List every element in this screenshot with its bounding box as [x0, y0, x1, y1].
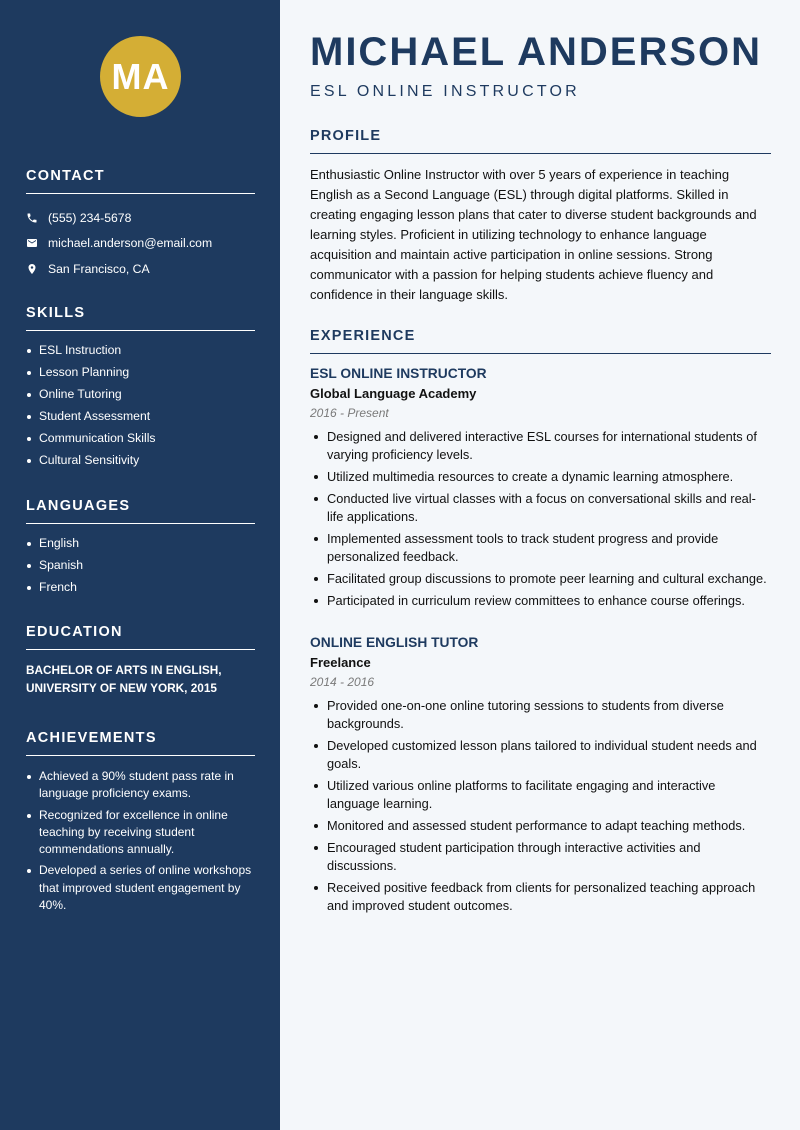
job-bullet: Facilitated group discussions to promote peer learning and cultural exchange. [310, 570, 771, 588]
skill-item: Student Assessment [26, 408, 255, 425]
job-entry [310, 366, 771, 614]
contact-list [26, 205, 255, 282]
contact-phone [26, 205, 255, 231]
job-bullet: Implemented assessment tools to track student progress and provide personalized feedback. [310, 530, 771, 566]
job-bullets [310, 697, 771, 915]
achievements-section [26, 730, 255, 918]
sidebar [0, 0, 280, 1130]
phone-icon [26, 212, 48, 224]
achievement-item: Developed a series of online workshops that improved student engagement by 40%. [26, 862, 255, 914]
skills-heading: SKILLS [26, 305, 255, 331]
avatar: MA [100, 36, 181, 117]
achievement-item: Achieved a 90% student pass rate in language proficiency exams. [26, 768, 255, 803]
experience-heading: EXPERIENCE [310, 328, 771, 354]
skill-item: Communication Skills [26, 430, 255, 447]
language-item: French [26, 579, 255, 596]
job-bullet: Monitored and assessed student performance to adapt teaching methods. [310, 817, 771, 835]
achievements-list [26, 768, 255, 914]
email-icon [26, 237, 48, 249]
education-degree [26, 661, 255, 697]
education-school-line: UNIVERSITY OF NEW YORK, 2015 [26, 681, 217, 695]
profile-text: Enthusiastic Online Instructor with over 5 years of experience in teaching English as a Second Language (ESL) through digital platforms. Skilled in creating engaging lesson plans that cater to diverse student backgrounds and learning styles. Proficient in utilizing technology to enhance language acquisition and maintain active participation in online sessions. Strong communicator with a passion for helping students achieve fluency and confidence in their language skills. [310, 167, 757, 302]
job-bullet: Participated in curriculum review committees to enhance course offerings. [310, 592, 771, 610]
job-entry [310, 635, 771, 919]
education-degree-line: BACHELOR OF ARTS IN ENGLISH, [26, 663, 222, 677]
experience-section [310, 328, 771, 354]
languages-list [26, 535, 255, 596]
skill-item: Cultural Sensitivity [26, 452, 255, 469]
languages-section [26, 498, 255, 601]
languages-heading: LANGUAGES [26, 498, 255, 524]
skills-list [26, 342, 255, 469]
job-bullet: Utilized multimedia resources to create a dynamic learning atmosphere. [310, 468, 771, 486]
education-section [26, 624, 255, 697]
profile-section [310, 128, 771, 305]
job-bullet: Encouraged student participation through interactive activities and discussions. [310, 839, 771, 875]
job-dates: 2014 - 2016 [310, 675, 375, 689]
contact-location [26, 256, 255, 282]
job-title: ONLINE ENGLISH TUTOR [310, 635, 479, 650]
job-bullets [310, 428, 771, 610]
job-bullet: Utilized various online platforms to facilitate engaging and interactive language learning. [310, 777, 771, 813]
job-dates: 2016 - Present [310, 406, 389, 420]
language-item: English [26, 535, 255, 552]
language-item: Spanish [26, 557, 255, 574]
contact-email [26, 231, 255, 257]
job-title: ESL ONLINE INSTRUCTOR [310, 366, 487, 381]
skill-item: Lesson Planning [26, 364, 255, 381]
job-organization: Freelance [310, 655, 371, 670]
candidate-role: ESL ONLINE INSTRUCTOR [310, 83, 580, 100]
job-bullet: Provided one-on-one online tutoring sessions to students from diverse backgrounds. [310, 697, 771, 733]
contact-heading: CONTACT [26, 168, 255, 194]
achievement-item: Recognized for excellence in online teaching by receiving student commendations annually. [26, 807, 255, 859]
skills-section [26, 305, 255, 474]
achievements-heading: ACHIEVEMENTS [26, 730, 255, 756]
job-bullet: Received positive feedback from clients for personalized teaching approach and improved student outcomes. [310, 879, 771, 915]
skill-item: Online Tutoring [26, 386, 255, 403]
skill-item: ESL Instruction [26, 342, 255, 359]
job-organization: Global Language Academy [310, 386, 477, 401]
education-heading: EDUCATION [26, 624, 255, 650]
contact-email-text: michael.anderson@email.com [48, 236, 213, 251]
contact-phone-text: (555) 234-5678 [48, 210, 132, 225]
candidate-name: MICHAEL ANDERSON [310, 30, 763, 74]
job-bullet: Developed customized lesson plans tailored to individual student needs and goals. [310, 737, 771, 773]
contact-section [26, 168, 255, 282]
location-pin-icon [26, 263, 48, 275]
profile-heading: PROFILE [310, 128, 771, 154]
contact-location-text: San Francisco, CA [48, 261, 150, 276]
job-bullet: Conducted live virtual classes with a focus on conversational skills and real-life applications. [310, 490, 771, 526]
job-bullet: Designed and delivered interactive ESL courses for international students of varying proficiency levels. [310, 428, 771, 464]
